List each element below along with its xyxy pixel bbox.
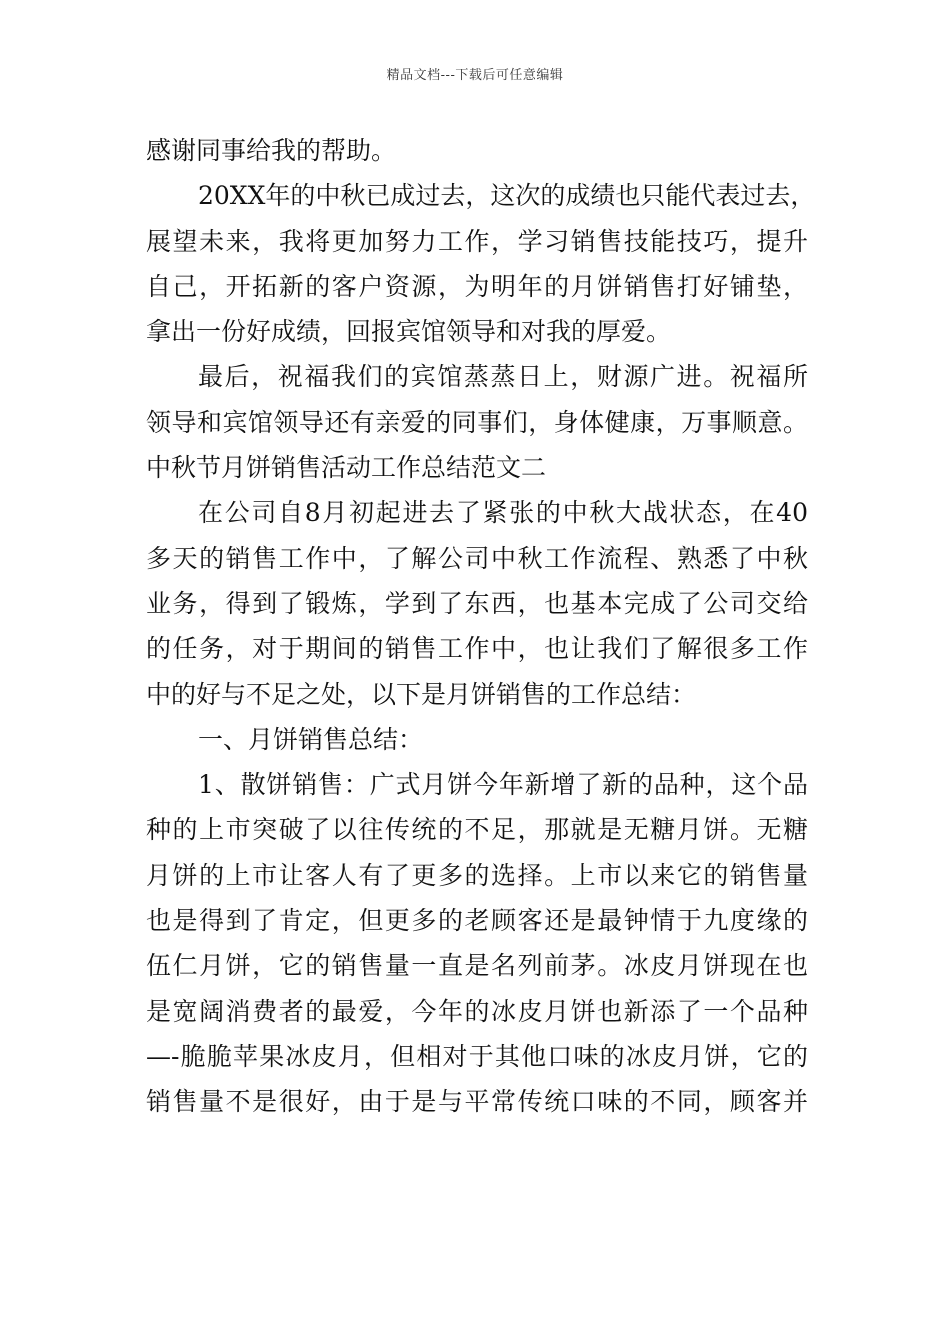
text-line: 伍仁月饼，它的销售量一直是名列前茅。冰皮月饼现在也 — [146, 951, 808, 981]
text-line: 拿出一份好成绩，回报宾馆领导和对我的厚爱。 — [146, 317, 672, 347]
text-line: 销售量不是很好，由于是与平常传统口味的不同，顾客并 — [146, 1087, 808, 1117]
text-line: 也是得到了肯定，但更多的老顾客还是最钟情于九度缘的 — [146, 906, 808, 936]
text-line: 的任务，对于期间的销售工作中，也让我们了解很多工作 — [146, 634, 808, 664]
page-header: 精品文档---下载后可任意编辑 — [386, 68, 564, 83]
text-line: 种的上市突破了以往传统的不足，那就是无糖月饼。无糖 — [146, 815, 808, 845]
text-line: 自己，开拓新的客户资源，为明年的月饼销售打好铺垫， — [146, 271, 808, 301]
text-line: 1、散饼销售：广式月饼今年新增了新的品种，这个品 — [198, 770, 808, 800]
text-line: 20XX年的中秋已成过去，这次的成绩也只能代表过去， — [198, 181, 816, 211]
text-line: 在公司自8月初起进去了紧张的中秋大战状态，在40 — [198, 498, 808, 528]
text-line: 多天的销售工作中，了解公司中秋工作流程、熟悉了中秋 — [146, 543, 808, 573]
text-line: 中的好与不足之处，以下是月饼销售的工作总结： — [146, 679, 697, 709]
subsection-heading: 一、月饼销售总结： — [198, 724, 424, 754]
text-line: 领导和宾馆领导还有亲爱的同事们，身体健康，万事顺意。 — [146, 407, 808, 437]
text-line: 展望未来，我将更加努力工作，学习销售技能技巧，提升 — [146, 226, 808, 256]
text-line: 月饼的上市让客人有了更多的选择。上市以来它的销售量 — [146, 860, 808, 890]
text-line: 业务，得到了锻炼，学到了东西，也基本完成了公司交给 — [146, 588, 808, 618]
document-body — [146, 128, 816, 1125]
text-line: 最后，祝福我们的宾馆蒸蒸日上，财源广进。祝福所 — [198, 362, 808, 392]
text-line: —-脆脆苹果冰皮月，但相对于其他口味的冰皮月饼，它的 — [146, 1041, 808, 1071]
text-line: 是宽阔消费者的最爱，今年的冰皮月饼也新添了一个品种 — [146, 996, 808, 1026]
section-heading: 中秋节月饼销售活动工作总结范文二 — [146, 453, 547, 483]
text-line: 感谢同事给我的帮助。 — [146, 136, 397, 165]
